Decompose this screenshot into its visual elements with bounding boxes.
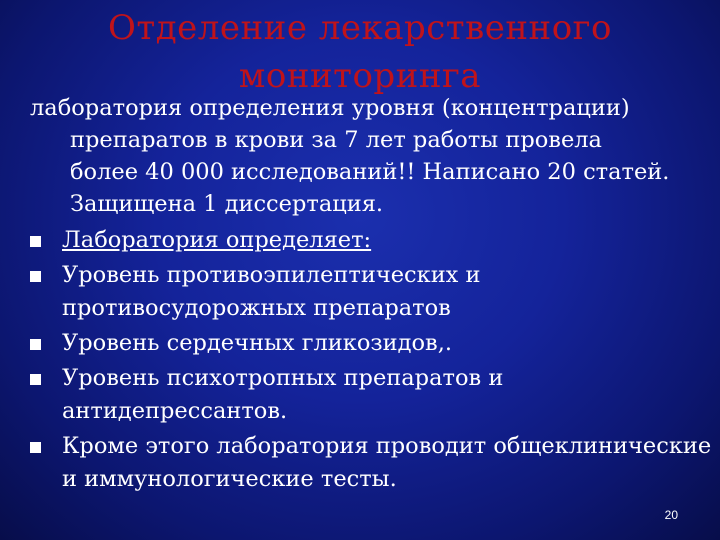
bullet-text: Уровень психотропных препаратов и антидепрессантов.	[62, 365, 504, 424]
bullet-text: Уровень сердечных гликозидов,.	[62, 330, 453, 356]
square-bullet-icon	[30, 271, 41, 282]
square-bullet-icon	[30, 339, 41, 350]
bullet-item-laboratory-determines	[28, 224, 712, 257]
slide-title-line-1: Отделение лекарственного	[108, 8, 612, 48]
slide-title	[0, 4, 720, 100]
intro-line-4: Защищена 1 диссертация.	[70, 191, 384, 217]
bullet-item-psychotropic	[28, 362, 712, 428]
slide-title-line-2: мониторинга	[238, 56, 482, 96]
intro-line-2: препаратов в крови за 7 лет работы провела	[70, 127, 602, 153]
page-number: 20	[664, 508, 678, 522]
bullet-text: Уровень противоэпилептических и противосудорожных препаратов	[62, 262, 481, 321]
bullet-text: Лаборатория определяет:	[62, 227, 372, 253]
intro-line-1: лаборатория определения уровня (концентрации)	[30, 95, 630, 121]
intro-paragraph	[30, 92, 710, 220]
square-bullet-icon	[30, 442, 41, 453]
intro-line-3: более 40 000 исследований!! Написано 20 статей.	[70, 159, 670, 185]
bullet-text: Кроме этого лаборатория проводит общеклинические и иммунологические тесты.	[62, 433, 712, 492]
bullet-item-antiepileptic	[28, 259, 712, 325]
square-bullet-icon	[30, 236, 41, 247]
square-bullet-icon	[30, 374, 41, 385]
bullet-list	[28, 224, 712, 498]
bullet-item-clinical-tests	[28, 430, 712, 496]
bullet-item-cardiac-glycosides	[28, 327, 712, 360]
